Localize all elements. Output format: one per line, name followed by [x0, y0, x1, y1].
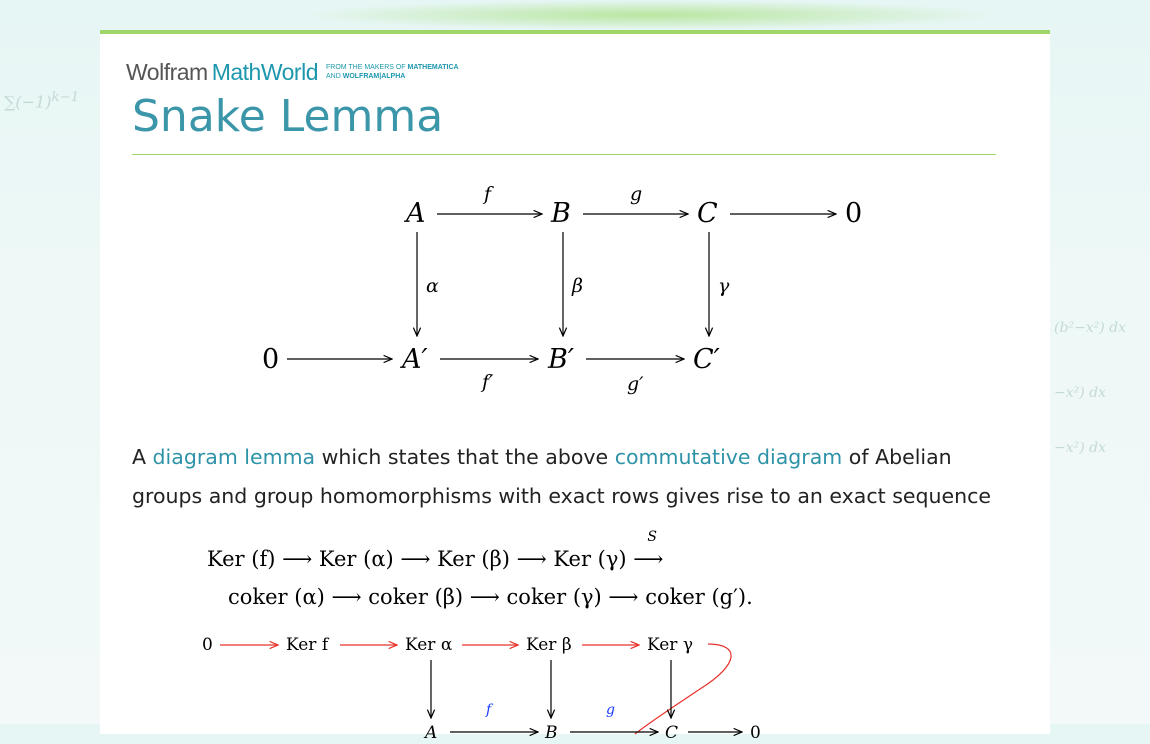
label-beta: β: [572, 275, 583, 297]
label-gamma: γ: [718, 275, 730, 297]
exact-sequence-line-1: Ker (f) ⟶ Ker (α) ⟶ Ker (β) ⟶ Ker (γ) ⟶: [207, 547, 664, 571]
logo-wolfram: Wolfram: [126, 59, 208, 85]
decorative-formula: $\sum(-1)^{k-1}$: [4, 90, 80, 112]
logo-mathworld: MathWorld: [211, 59, 318, 85]
link-commutative-diagram[interactable]: commutative diagram: [614, 445, 843, 469]
snake-label-f: f: [486, 702, 492, 718]
snake-node-ker-f: Ker f: [286, 635, 329, 655]
snake-connecting-arrow: [635, 644, 731, 734]
node-A-prime: A′: [402, 344, 428, 375]
snake-label-g: g: [606, 702, 615, 718]
node-B-prime: B′: [548, 344, 574, 375]
node-zero-top: 0: [845, 198, 863, 229]
logo-tagline: FROM THE MAKERS OF MATHEMATICA AND WOLFRAM|ALPHA: [325, 64, 459, 80]
page-title: Snake Lemma: [132, 91, 444, 142]
node-B: B: [551, 198, 571, 229]
label-f: f: [484, 183, 492, 205]
label-alpha: α: [426, 275, 439, 297]
snake-node-ker-gamma: Ker γ: [647, 635, 693, 655]
article-card: [100, 30, 1050, 743]
snake-node-zero: 0: [202, 635, 213, 655]
node-A: A: [406, 198, 426, 229]
decorative-formula: (b²−x²) dx: [1054, 320, 1127, 336]
description-paragraph: A diagram lemma which states that the above commutative diagram of Abelian groups and group homomorphisms with exact rows gives rise to an exact sequence: [132, 445, 991, 508]
exact-sequence-line-2: coker (α) ⟶ coker (β) ⟶ coker (γ) ⟶ coker (g′).: [228, 585, 753, 609]
snake-node-ker-beta: Ker β: [526, 635, 572, 655]
snake-diagram: [100, 614, 1050, 744]
node-C: C: [697, 198, 718, 229]
connecting-map-label: S: [647, 529, 657, 545]
decorative-formula: −x²) dx: [1054, 440, 1107, 456]
header-glow: [300, 0, 1000, 30]
snake-node-A: A: [425, 723, 438, 743]
snake-node-C: C: [665, 723, 679, 743]
label-f-prime: f′: [482, 371, 494, 393]
node-C-prime: C′: [693, 344, 720, 375]
label-g: g: [630, 183, 643, 205]
snake-node-B: B: [545, 723, 558, 743]
decorative-formula: −x²) dx: [1054, 385, 1107, 401]
label-g-prime: g′: [627, 373, 644, 395]
link-diagram-lemma[interactable]: diagram lemma: [152, 445, 316, 469]
snake-node-zero-right: 0: [750, 723, 761, 743]
commutative-diagram: [100, 34, 1050, 414]
node-zero-bottom: 0: [262, 344, 280, 375]
snake-node-ker-alpha: Ker α: [405, 635, 453, 655]
